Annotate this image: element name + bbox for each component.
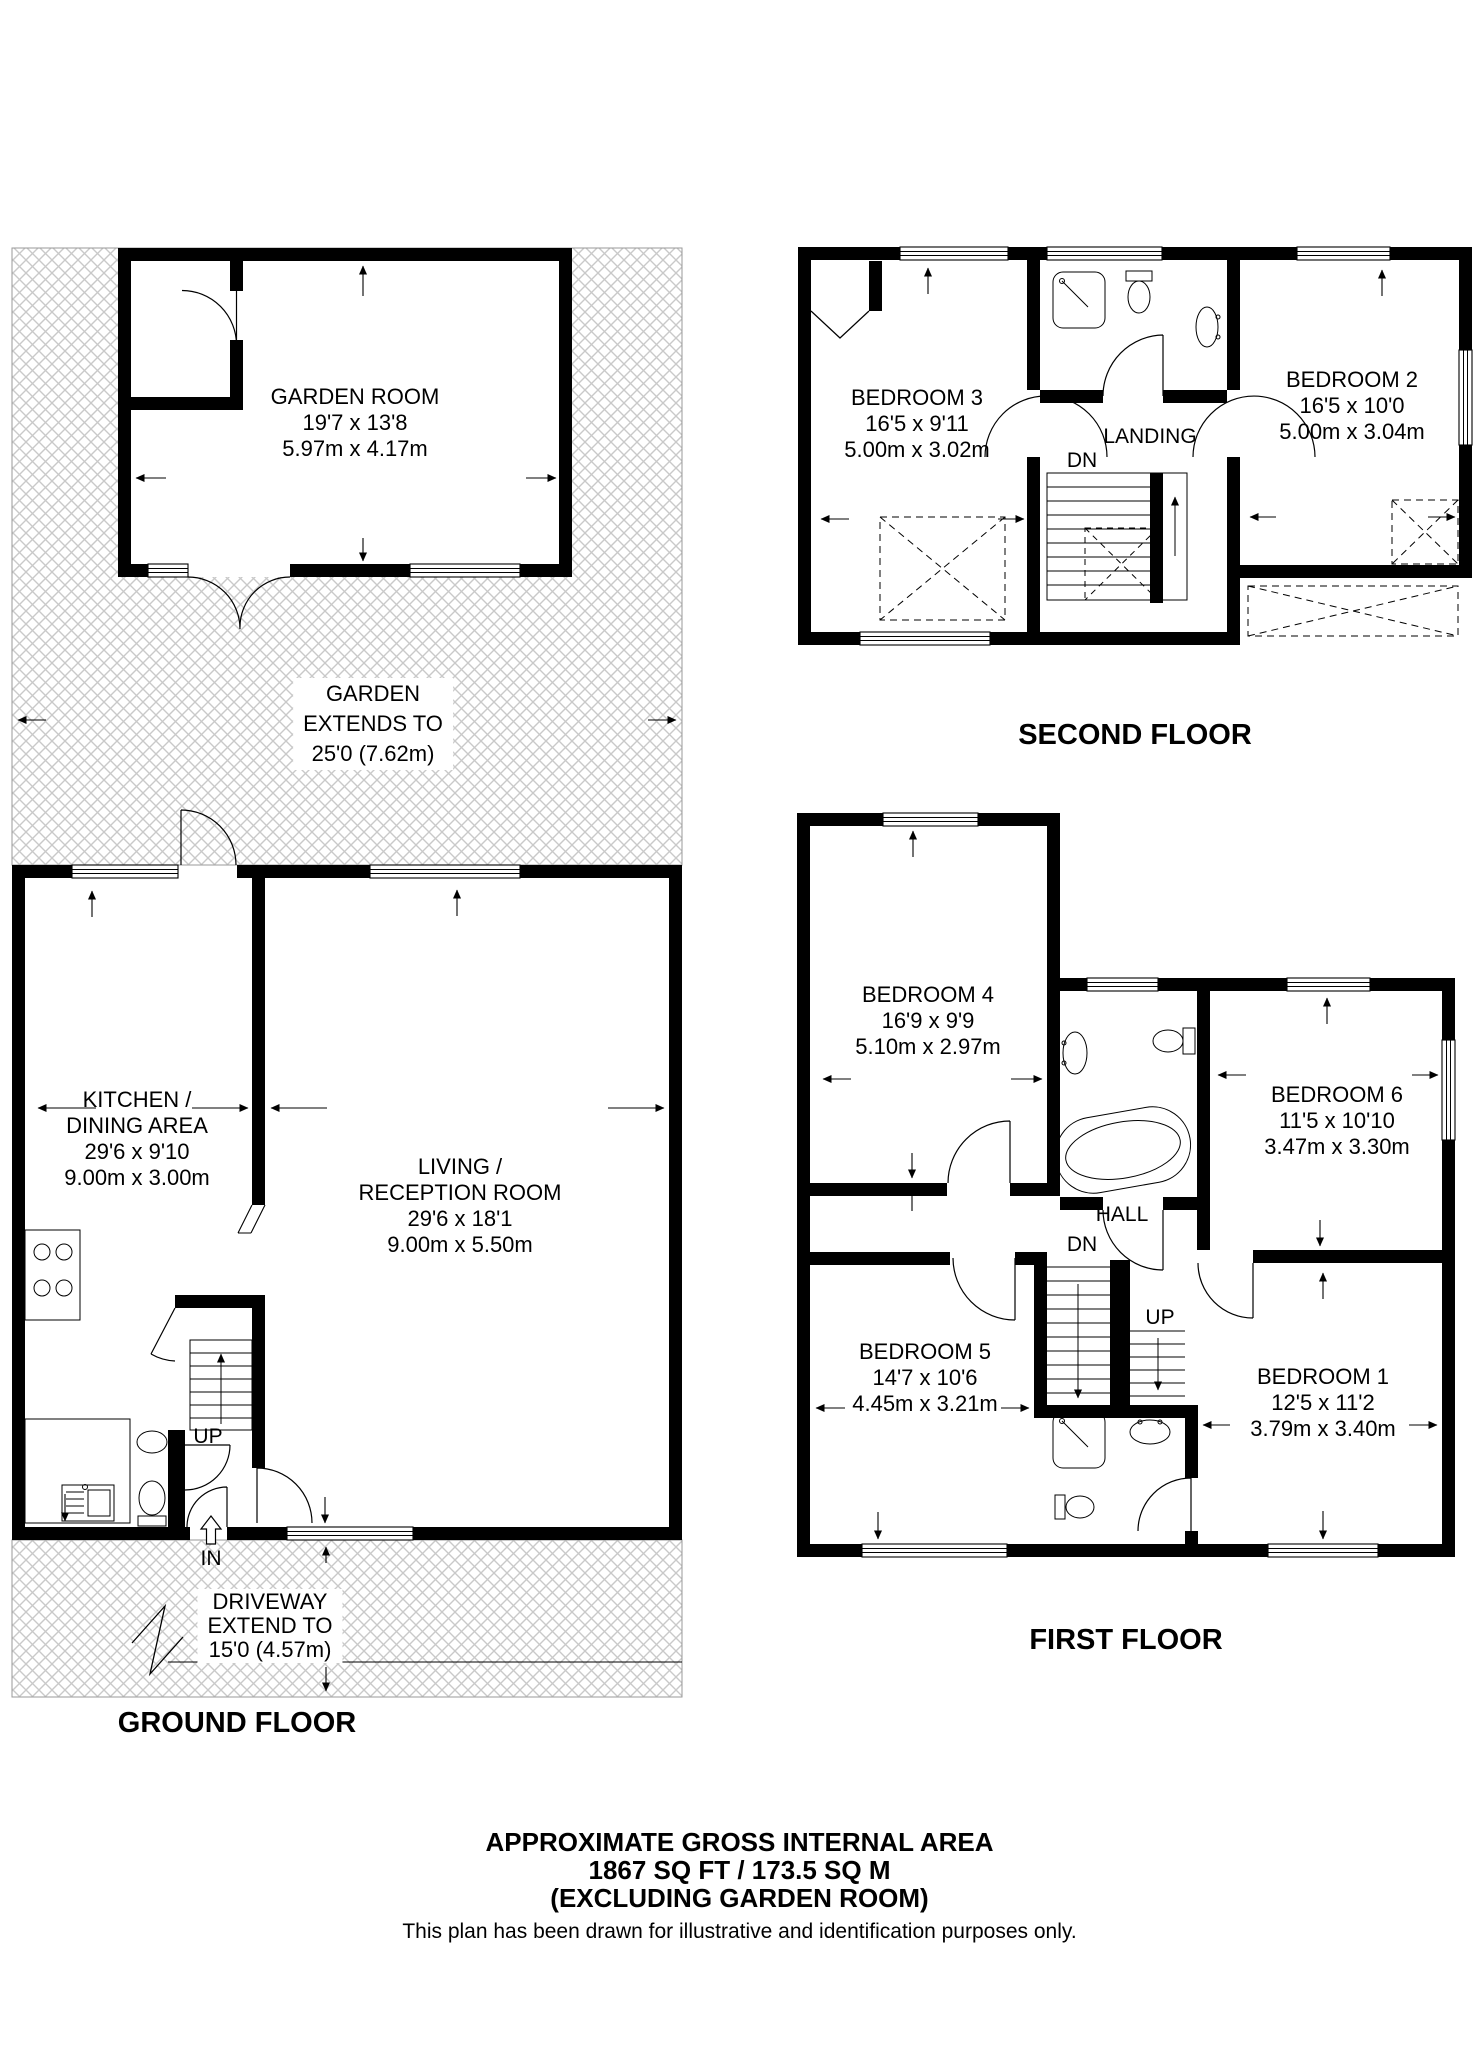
first-shower-room-fixtures (1053, 1412, 1170, 1519)
bedroom6-dims-m: 3.47m x 3.30m (1264, 1134, 1410, 1159)
in-text: IN (200, 1547, 222, 1570)
bedroom1-dims-ft: 12'5 x 11'2 (1271, 1390, 1375, 1415)
footer-disclaimer: This plan has been drawn for illustrative and identification purposes only. (402, 1920, 1077, 1943)
bedroom5-name: BEDROOM 5 (858, 1339, 992, 1364)
closet-wall (869, 261, 882, 311)
label-living-reception (359, 1154, 562, 1258)
label-bedroom-1 (1250, 1364, 1396, 1442)
first-floor-plan (797, 813, 1455, 1557)
window (287, 1527, 413, 1540)
bedroom5-dims-ft: 14'7 x 10'6 (872, 1365, 978, 1390)
sink-icon (1130, 1420, 1170, 1444)
landing-text: LANDING (1103, 425, 1197, 448)
window (148, 564, 188, 577)
door-arc (185, 1445, 230, 1490)
dn-second-text: DN (1066, 449, 1098, 472)
window (862, 1544, 1007, 1557)
footer-line1: APPROXIMATE GROSS INTERNAL AREA (485, 1827, 994, 1857)
garden-room-dims-m: 5.97m x 4.17m (282, 436, 428, 461)
bedroom2-name: BEDROOM 2 (1285, 367, 1419, 392)
first-bathroom-fixtures (1049, 1028, 1196, 1199)
window (900, 247, 1008, 260)
kitchen-dims-ft: 29'6 x 9'10 (84, 1139, 190, 1164)
label-bedroom-4 (855, 982, 1001, 1060)
bedroom3-dims-m: 5.00m x 3.02m (844, 437, 990, 462)
label-up-ground (193, 1426, 222, 1448)
bedroom5-dims-m: 4.45m x 3.21m (852, 1391, 998, 1416)
hob-icon (34, 1244, 72, 1296)
bedroom1-name: BEDROOM 1 (1256, 1364, 1390, 1389)
shower-icon (1053, 1412, 1105, 1468)
bedroom1-dims-m: 3.79m x 3.40m (1250, 1416, 1396, 1441)
shower-icon (1053, 272, 1105, 328)
label-bedroom-5 (852, 1339, 998, 1417)
bedroom3-dims-ft: 16'5 x 9'11 (865, 411, 969, 436)
label-bedroom-3 (844, 385, 990, 463)
sink-icon (1062, 1032, 1087, 1074)
up-ground-text: UP (193, 1425, 223, 1448)
bedroom1-door-arc (1198, 1263, 1253, 1318)
label-kitchen-dining (64, 1087, 210, 1191)
bedroom3-name: BEDROOM 3 (850, 385, 984, 410)
second-floor-title (1018, 720, 1252, 750)
window (1287, 978, 1370, 991)
door-arc (257, 1468, 312, 1523)
toilet-icon (1153, 1028, 1195, 1054)
window (72, 865, 178, 878)
toilet-icon (1055, 1495, 1094, 1519)
ground-floor-plan (12, 248, 682, 1697)
bedroom6-dims-ft: 11'5 x 10'10 (1279, 1108, 1395, 1133)
kitchen-line2: DINING AREA (66, 1113, 208, 1138)
first-floor-title-text: FIRST FLOOR (1029, 1624, 1223, 1656)
window (410, 564, 520, 577)
bedroom2-dims-ft: 16'5 x 10'0 (1299, 393, 1405, 418)
label-bedroom-2 (1279, 367, 1425, 445)
window (883, 813, 978, 826)
window (370, 865, 520, 878)
garden-line2: EXTENDS TO (303, 711, 443, 736)
driveway-line2: EXTEND TO (207, 1613, 333, 1638)
hall-text: HALL (1095, 1203, 1149, 1226)
first-walls (797, 813, 1455, 1557)
second-stairs (1047, 473, 1187, 603)
bathtub-icon (1049, 1101, 1196, 1199)
footer-area-summary (0, 1828, 1479, 1944)
stairwell-dashed-box (1085, 528, 1158, 600)
footer-line2: 1867 SQ FT / 173.5 SQ M (588, 1855, 891, 1885)
first-stairs (1047, 1260, 1185, 1407)
kitchen-fixtures (25, 1230, 130, 1523)
bedroom4-door-arc (948, 1121, 1010, 1183)
footer-line3: (EXCLUDING GARDEN ROOM) (550, 1883, 929, 1913)
window (1442, 1040, 1455, 1140)
label-in (201, 1548, 222, 1570)
garden-line1: GARDEN (325, 681, 421, 706)
living-line1: LIVING / (417, 1154, 503, 1179)
second-floor-title-text: SECOND FLOOR (1018, 719, 1252, 751)
ground-floor-title-text: GROUND FLOOR (117, 1707, 357, 1739)
garden-room-dims-ft: 19'7 x 13'8 (302, 410, 408, 435)
label-driveway (197, 1589, 342, 1663)
door-arc (151, 1308, 175, 1361)
first-floor-title (1029, 1625, 1222, 1655)
bedroom4-dims-m: 5.10m x 2.97m (855, 1034, 1001, 1059)
ground-house-walls (12, 865, 682, 1540)
kitchen-sink-icon (62, 1485, 114, 1522)
garden-room-name: GARDEN ROOM (270, 384, 440, 409)
window (1087, 978, 1158, 991)
bathroom-door-arc (1103, 335, 1163, 396)
window (860, 632, 990, 645)
driveway-hatch (12, 1540, 682, 1697)
label-bedroom-6 (1264, 1082, 1410, 1160)
garden-line3: 25'0 (7.62m) (311, 741, 435, 766)
dn-first-text: DN (1066, 1233, 1098, 1256)
wc-fixtures (137, 1431, 167, 1526)
label-landing (1103, 426, 1196, 448)
bedroom4-name: BEDROOM 4 (861, 982, 995, 1007)
sink-icon (137, 1431, 167, 1453)
kitchen-line1: KITCHEN / (82, 1087, 192, 1112)
window (1047, 247, 1162, 260)
closet-doors-icon (811, 311, 869, 338)
driveway-line3: 15'0 (4.57m) (208, 1637, 332, 1662)
label-garden (293, 678, 453, 770)
counter (25, 1230, 80, 1320)
window (1297, 247, 1390, 260)
living-dims-ft: 29'6 x 18'1 (407, 1206, 513, 1231)
living-dims-m: 9.00m x 5.50m (387, 1232, 533, 1257)
second-bathroom-fixtures (1053, 271, 1220, 347)
bedroom2-dims-m: 5.00m x 3.04m (1279, 419, 1425, 444)
window (1268, 1544, 1378, 1557)
driveway-line1: DRIVEWAY (212, 1589, 328, 1614)
living-line2: RECEPTION ROOM (358, 1180, 562, 1205)
toilet-icon (1126, 271, 1152, 313)
label-up-first (1145, 1307, 1174, 1329)
sink-icon (1196, 307, 1220, 347)
label-dn-first (1067, 1234, 1097, 1256)
label-dn-second (1067, 450, 1097, 472)
window (1459, 350, 1472, 445)
bedroom4-dims-ft: 16'9 x 9'9 (881, 1008, 975, 1033)
label-hall (1096, 1204, 1149, 1226)
toilet-icon (138, 1481, 166, 1526)
up-first-text: UP (1145, 1306, 1175, 1329)
ground-floor-title (118, 1708, 356, 1738)
ground-stairs (190, 1340, 252, 1430)
bedroom3-door-arc (985, 396, 1107, 457)
bedroom6-name: BEDROOM 6 (1270, 1082, 1404, 1107)
kitchen-dims-m: 9.00m x 3.00m (64, 1165, 210, 1190)
label-garden-room (271, 384, 440, 462)
bedroom5-door-arc (953, 1258, 1015, 1320)
shower-room-door-arc (1138, 1478, 1191, 1531)
